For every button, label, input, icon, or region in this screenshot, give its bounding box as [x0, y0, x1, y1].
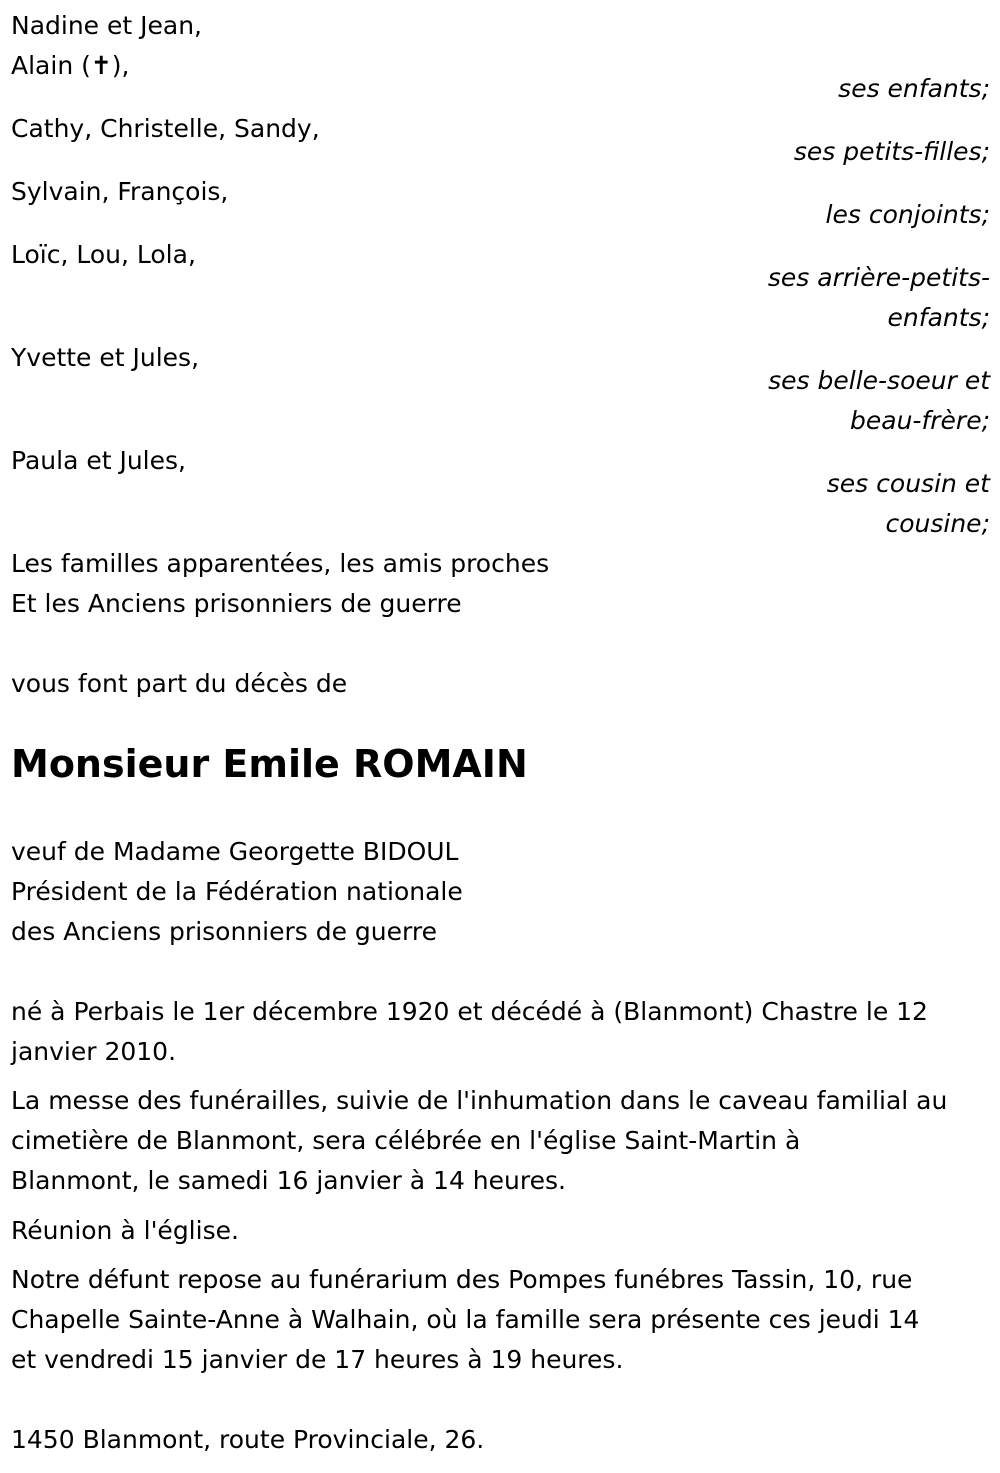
funeral-line1: La messe des funérailles, suivie de l'inhumation dans le caveau familial au: [11, 1086, 948, 1115]
birth-death-line2: janvier 2010.: [11, 1037, 177, 1066]
family-conjoints: Sylvain, François,: [11, 177, 229, 206]
deceased-line1: veuf de Madame Georgette BIDOUL: [11, 837, 459, 866]
others-line1: Les familles apparentées, les amis proches: [11, 549, 550, 578]
family-grandchildren: Cathy, Christelle, Sandy,: [11, 114, 320, 143]
role-enfants: ses enfants;: [838, 74, 990, 103]
role-arriere-line1: ses arrière-petits-: [767, 263, 990, 292]
family-nadine-jean: Nadine et Jean,: [11, 11, 203, 40]
role-cousins-line1: ses cousin et: [826, 469, 990, 498]
family-great-grandchildren: Loïc, Lou, Lola,: [11, 240, 196, 269]
role-arriere-line2: enfants;: [887, 303, 990, 332]
deceased-line3: des Anciens prisonniers de guerre: [11, 917, 437, 946]
birth-death-line1: né à Perbais le 1er décembre 1920 et décédé à (Blanmont) Chastre le 12: [11, 997, 928, 1026]
role-petites-filles: ses petits-filles;: [793, 137, 990, 166]
announcement: vous font part du décès de: [11, 669, 348, 698]
family-alain: Alain (✝),: [11, 51, 130, 80]
deceased-name: Monsieur Emile ROMAIN: [11, 742, 528, 786]
funeral-line2: cimetière de Blanmont, sera célébrée en l'église Saint-Martin à: [11, 1126, 801, 1155]
funerarium-line3: et vendredi 15 janvier de 17 heures à 19 heures.: [11, 1345, 624, 1374]
address: 1450 Blanmont, route Provinciale, 26.: [11, 1425, 485, 1454]
funerarium-line2: Chapelle Sainte-Anne à Walhain, où la famille sera présente ces jeudi 14: [11, 1305, 920, 1334]
reunion: Réunion à l'église.: [11, 1216, 239, 1245]
role-belle-soeur-line2: beau-frère;: [850, 406, 990, 435]
role-conjoints: les conjoints;: [825, 200, 990, 229]
funerarium-line1: Notre défunt repose au funérarium des Pompes funébres Tassin, 10, rue: [11, 1265, 913, 1294]
others-line2: Et les Anciens prisonniers de guerre: [11, 589, 462, 618]
role-belle-soeur-line1: ses belle-soeur et: [768, 366, 990, 395]
family-yvette-jules: Yvette et Jules,: [11, 343, 200, 372]
family-paula-jules: Paula et Jules,: [11, 446, 186, 475]
role-cousins-line2: cousine;: [885, 509, 990, 538]
deceased-line2: Président de la Fédération nationale: [11, 877, 463, 906]
funeral-line3: Blanmont, le samedi 16 janvier à 14 heures.: [11, 1166, 566, 1195]
